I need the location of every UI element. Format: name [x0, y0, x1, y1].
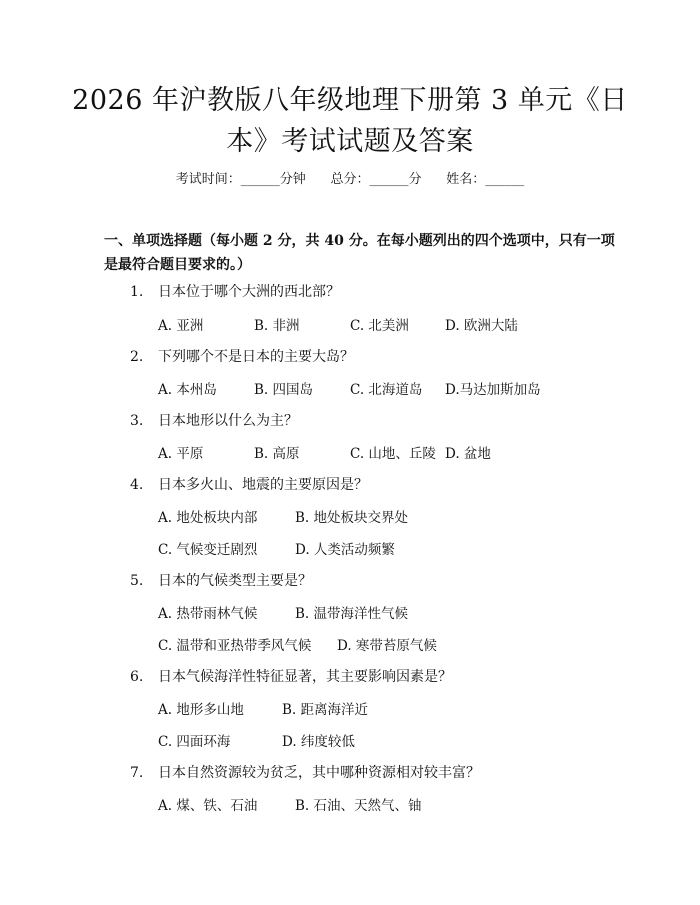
- title-line-1: 2026 年沪教版八年级地理下册第 3 单元《日: [72, 85, 628, 116]
- question-5: [130, 570, 312, 590]
- option-b: B. 石油、天然气、铀: [295, 798, 422, 814]
- exam-title: [60, 80, 640, 162]
- question-text: 日本的气候类型主要是？: [158, 573, 312, 589]
- question-number: 1.: [130, 284, 144, 300]
- question-text: 日本多火山、地震的主要原因是？: [158, 477, 368, 493]
- question-text: 日本自然资源较为贫乏，其中哪种资源相对较丰富？: [158, 765, 480, 781]
- option-c: C. 山地、丘陵: [350, 446, 436, 462]
- option-c: C. 气候变迁剧烈: [158, 542, 258, 558]
- option-d: D. 欧洲大陆: [445, 318, 518, 334]
- question-3: [130, 410, 298, 430]
- option-c: C. 北海道岛: [350, 382, 423, 398]
- section-heading-single-choice: 一、单项选择题（每小题 2 分，共 40 分。在每小题列出的四个选项中，只有一项是最符合题目要求的。）: [104, 233, 615, 273]
- question-text: 日本位于哪个大洲的西北部？: [158, 284, 340, 300]
- option-a: A. 热带雨林气候: [158, 606, 258, 622]
- question-number: 6.: [130, 669, 144, 685]
- option-a: A. 煤、铁、石油: [158, 798, 258, 814]
- question-1: [130, 281, 340, 301]
- question-number: 7.: [130, 765, 144, 781]
- option-b: B. 非洲: [254, 318, 300, 334]
- option-b: B. 四国岛: [254, 382, 314, 398]
- option-c: C. 温带和亚热带季风气候: [158, 638, 312, 654]
- option-c: C. 四面环海: [158, 734, 231, 750]
- option-d: D. 盆地: [445, 446, 491, 462]
- question-4: [130, 474, 368, 494]
- question-number: 3.: [130, 413, 144, 429]
- option-d: D. 纬度较低: [282, 734, 355, 750]
- option-d: D. 人类活动频繁: [295, 542, 395, 558]
- question-7: [130, 762, 480, 782]
- option-a: A. 地形多山地: [158, 702, 244, 718]
- option-b: B. 地处板块交界处: [295, 510, 409, 526]
- option-b: B. 距离海洋近: [282, 702, 369, 718]
- exam-meta: 考试时间：______分钟 总分：______分 姓名：______: [175, 172, 525, 187]
- option-a: A. 地处板块内部: [158, 510, 258, 526]
- option-a: A. 平原: [158, 446, 204, 462]
- question-number: 2.: [130, 349, 144, 365]
- option-a: A. 亚洲: [158, 318, 204, 334]
- question-number: 4.: [130, 477, 144, 493]
- option-d: D.马达加斯加岛: [445, 382, 541, 398]
- option-b: B. 高原: [254, 446, 300, 462]
- option-d: D. 寒带苔原气候: [337, 638, 437, 654]
- question-2: [130, 346, 354, 366]
- question-text: 日本气候海洋性特征显著，其主要影响因素是？: [158, 669, 452, 685]
- question-text: 日本地形以什么为主？: [158, 413, 298, 429]
- title-line-2: 本》考试试题及答案: [226, 126, 474, 157]
- option-a: A. 本州岛: [158, 382, 217, 398]
- question-6: [130, 666, 452, 686]
- question-text: 下列哪个不是日本的主要大岛？: [158, 349, 354, 365]
- option-c: C. 北美洲: [350, 318, 409, 334]
- question-number: 5.: [130, 573, 144, 589]
- option-b: B. 温带海洋性气候: [295, 606, 409, 622]
